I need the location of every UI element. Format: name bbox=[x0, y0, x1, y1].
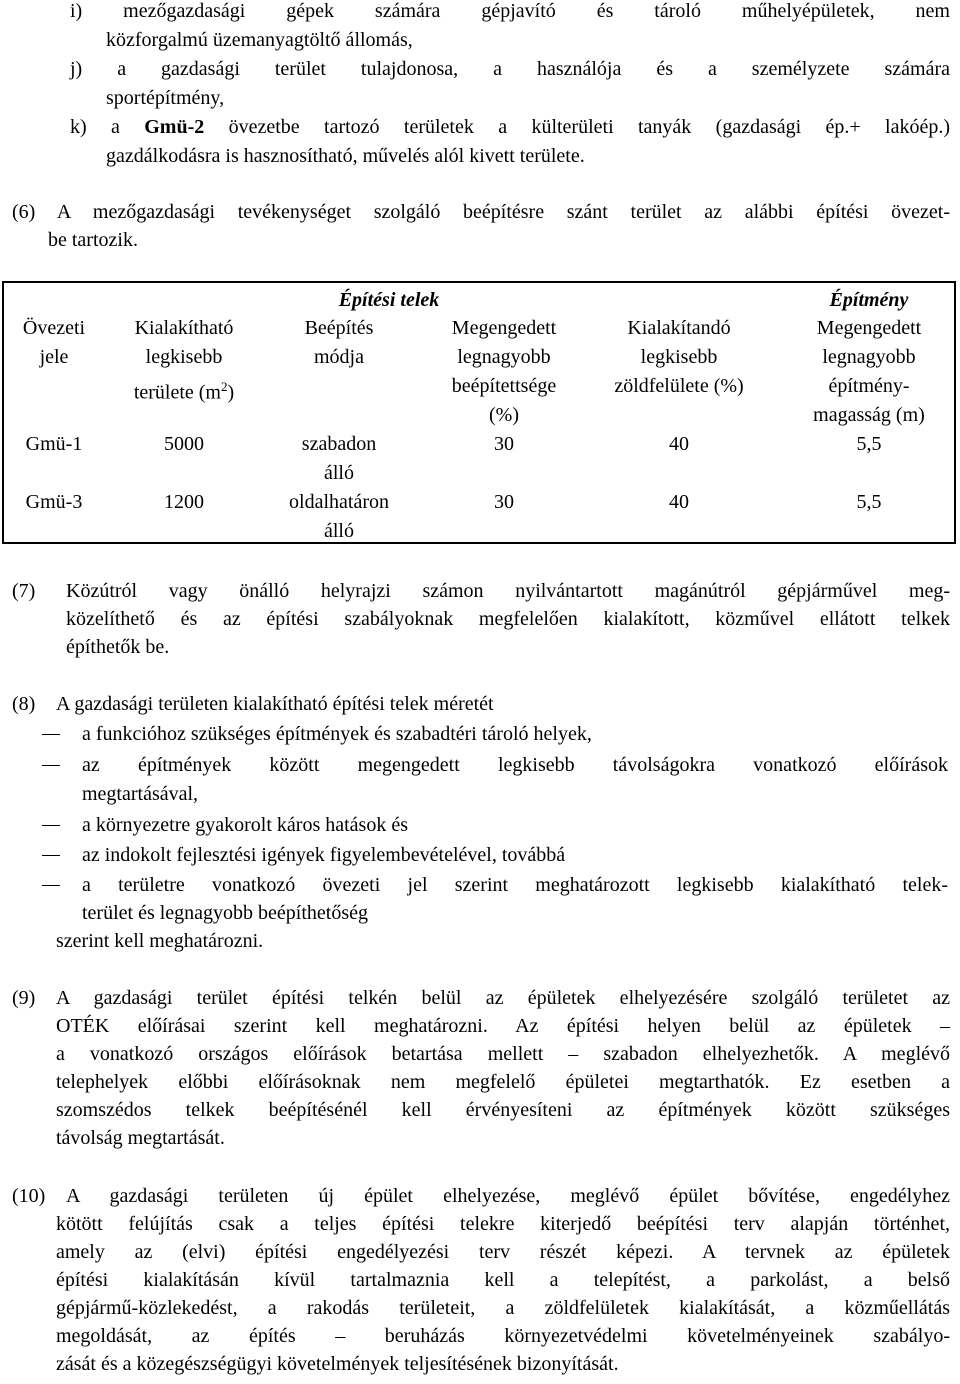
para10-line1: A gazdasági területen új épület elhelyezése, meglévő épület bővítése, engedélyhez bbox=[66, 1185, 950, 1207]
header-min-area bbox=[104, 314, 264, 408]
row1-coverage: 30 bbox=[494, 433, 514, 455]
para7-line1: Közútról vagy önálló helyrajzi számon nyilvántartott magánútról gépjárművel meg- bbox=[66, 580, 950, 602]
para10-line5: gépjármű-közlekedést, a rakodás területeit, a zöldfelületek kialakítását, a közműellátás bbox=[56, 1297, 950, 1319]
para6-line1: (6) A mezőgazdasági tevékenységet szolgáló beépítésre szánt terület az alábbi építési övezet- bbox=[12, 201, 950, 223]
para8-item-4: az indokolt fejlesztési igények figyelembevételével, továbbá bbox=[82, 844, 566, 866]
para8-item-2: az építmények között megengedett legkisebb távolságokra vonatkozó előírások bbox=[82, 754, 948, 776]
header-building-plot: Építési telek bbox=[338, 289, 440, 311]
header-max-height-l2: legnagyobb bbox=[822, 346, 916, 368]
header-min-area-l3-text: területe (m bbox=[133, 381, 221, 404]
header-min-area-l1: Kialakítható bbox=[134, 317, 234, 339]
para7-number: (7) bbox=[12, 580, 36, 602]
dash-bullet bbox=[42, 765, 60, 766]
dash-bullet bbox=[42, 825, 60, 826]
header-max-height-l1: Megengedett bbox=[816, 317, 922, 339]
row2-method bbox=[264, 488, 414, 546]
para10-line7: zását és a közegészségügyi követelmények teljesítésének bizonyítását. bbox=[56, 1353, 619, 1375]
para9-line4: telephelyek előbbi előírásoknak nem megfelelő épületei megtarthatók. Ez esetben a bbox=[56, 1071, 950, 1093]
list-item-j-line2: sportépítmény, bbox=[106, 87, 225, 109]
header-min-area-l2: legkisebb bbox=[145, 346, 223, 368]
para8-number: (8) bbox=[12, 693, 36, 715]
header-min-area-l3-close: ) bbox=[227, 381, 235, 404]
dash-bullet bbox=[42, 855, 60, 856]
row1-method bbox=[264, 430, 414, 488]
header-max-coverage-l1: Megengedett bbox=[451, 317, 557, 339]
row2-zone: Gmü-3 bbox=[25, 491, 83, 513]
header-min-green-l3: zöldfelülete (%) bbox=[614, 375, 744, 397]
row1-area: 5000 bbox=[164, 433, 204, 455]
para8-outro: szerint kell meghatározni. bbox=[56, 930, 264, 952]
para8-intro: A gazdasági területen kialakítható építési telek méretét bbox=[56, 693, 494, 715]
list-item-i-line2: közforgalmú üzemanyagtöltő állomás, bbox=[106, 29, 413, 51]
para10-number: (10) bbox=[12, 1185, 46, 1207]
row2-green: 40 bbox=[669, 491, 689, 513]
header-structure: Építmény bbox=[829, 289, 909, 311]
header-max-coverage bbox=[414, 314, 594, 430]
para9-line5: szomszédos telkek beépítésénél kell érvényesíteni az építmények között szükséges bbox=[56, 1099, 950, 1121]
para7-line2: közelíthető és az építési szabályoknak megfelelően kialakított, közművel ellátott telkek bbox=[66, 608, 950, 630]
row1-method-l2: álló bbox=[324, 462, 354, 484]
header-zone-l1: Övezeti bbox=[22, 317, 86, 339]
para8-item-5: a területre vonatkozó övezeti jel szerint meghatározott legkisebb kialakítható telek- bbox=[82, 874, 948, 896]
row2-area: 1200 bbox=[164, 491, 204, 513]
header-zone-l2: jele bbox=[39, 346, 69, 368]
para10-line3: amely az (elvi) építési engedélyezési terv részét képezi. A tervnek az épületek bbox=[56, 1241, 950, 1263]
para10-line6: megoldását, az építés – beruházás környezetvédelmi követelményeinek szabályo- bbox=[56, 1325, 950, 1347]
header-max-coverage-l4: (%) bbox=[489, 404, 519, 426]
para9-line1: A gazdasági terület építési telkén belül az épületek elhelyezésére szolgáló területet az bbox=[56, 987, 950, 1009]
row1-height: 5,5 bbox=[856, 433, 882, 455]
para9-line3: a vonatkozó országos előírások betartása mellett – szabadon elhelyezhetők. A meglévő bbox=[56, 1043, 950, 1065]
list-item-k-line2: gazdálkodásra is hasznosítható, művelés alól kivett területe. bbox=[106, 145, 585, 167]
para7-line3: építhetők be. bbox=[66, 636, 170, 658]
para9-line6: távolság megtartását. bbox=[56, 1127, 225, 1149]
para9-number: (9) bbox=[12, 987, 36, 1009]
row2-method-l2: álló bbox=[324, 520, 354, 542]
para10-line4: építési kialakításán kívül tartalmaznia kell a telepítést, a parkolást, a belső bbox=[56, 1269, 950, 1291]
header-max-coverage-l2: legnagyobb bbox=[457, 346, 551, 368]
row1-zone: Gmü-1 bbox=[25, 433, 83, 455]
row1-method-l1: szabadon bbox=[301, 433, 377, 455]
row1-green: 40 bbox=[669, 433, 689, 455]
list-item-j-line1: j) a gazdasági terület tulajdonosa, a használója és a személyzete számára bbox=[70, 58, 950, 80]
para8-item-3: a környezetre gyakorolt káros hatások és bbox=[82, 814, 408, 836]
header-min-green-l1: Kialakítandó bbox=[627, 317, 731, 339]
header-method-l1: Beépítés bbox=[304, 317, 374, 339]
row2-method-l1: oldalhatáron bbox=[289, 491, 389, 513]
row2-height: 5,5 bbox=[856, 491, 882, 513]
list-item-i-line1: i) mezőgazdasági gépek számára gépjavító és tároló műhelyépületek, nem bbox=[70, 0, 950, 22]
para8-item-5-cont: terület és legnagyobb beépíthetőség bbox=[82, 902, 369, 924]
para8-item-1: a funkcióhoz szükséges építmények és szabadtéri tároló helyek, bbox=[82, 723, 592, 745]
header-min-area-l3 bbox=[104, 372, 264, 408]
dash-bullet bbox=[42, 734, 60, 735]
header-max-height-l3: építmény- bbox=[828, 375, 910, 397]
header-min-green bbox=[589, 314, 769, 401]
list-item-k-post: övezetbe tartozó területek a külterületi tanyák (gazdasági ép.+ lakóép.) bbox=[204, 116, 950, 138]
header-zone bbox=[4, 314, 104, 372]
header-max-coverage-l3: beépítettsége bbox=[451, 375, 557, 397]
header-max-height-l4: magasság (m) bbox=[813, 404, 925, 426]
para9-line2: OTÉK előírásai szerint kell meghatározni. Az építési helyen belül az épületek – bbox=[56, 1015, 950, 1037]
zoning-table bbox=[2, 281, 956, 544]
header-method-l2: módja bbox=[314, 346, 364, 368]
header-method bbox=[264, 314, 414, 372]
para6-line2: be tartozik. bbox=[48, 229, 138, 251]
dash-bullet bbox=[42, 885, 60, 886]
para8-item-2-cont: megtartásával, bbox=[82, 783, 199, 805]
zone-code-gmu2: Gmü-2 bbox=[144, 116, 205, 138]
list-item-k-line1 bbox=[70, 113, 950, 141]
list-item-k-pre: k) a bbox=[70, 116, 145, 138]
row2-coverage: 30 bbox=[494, 491, 514, 513]
superscript-2: 2 bbox=[221, 379, 228, 394]
header-max-height bbox=[779, 314, 959, 430]
para10-line2: kötött felújítás csak a teljes építési telekre kiterjedő beépítési terv alapján történhet, bbox=[56, 1213, 950, 1235]
header-min-green-l2: legkisebb bbox=[640, 346, 718, 368]
